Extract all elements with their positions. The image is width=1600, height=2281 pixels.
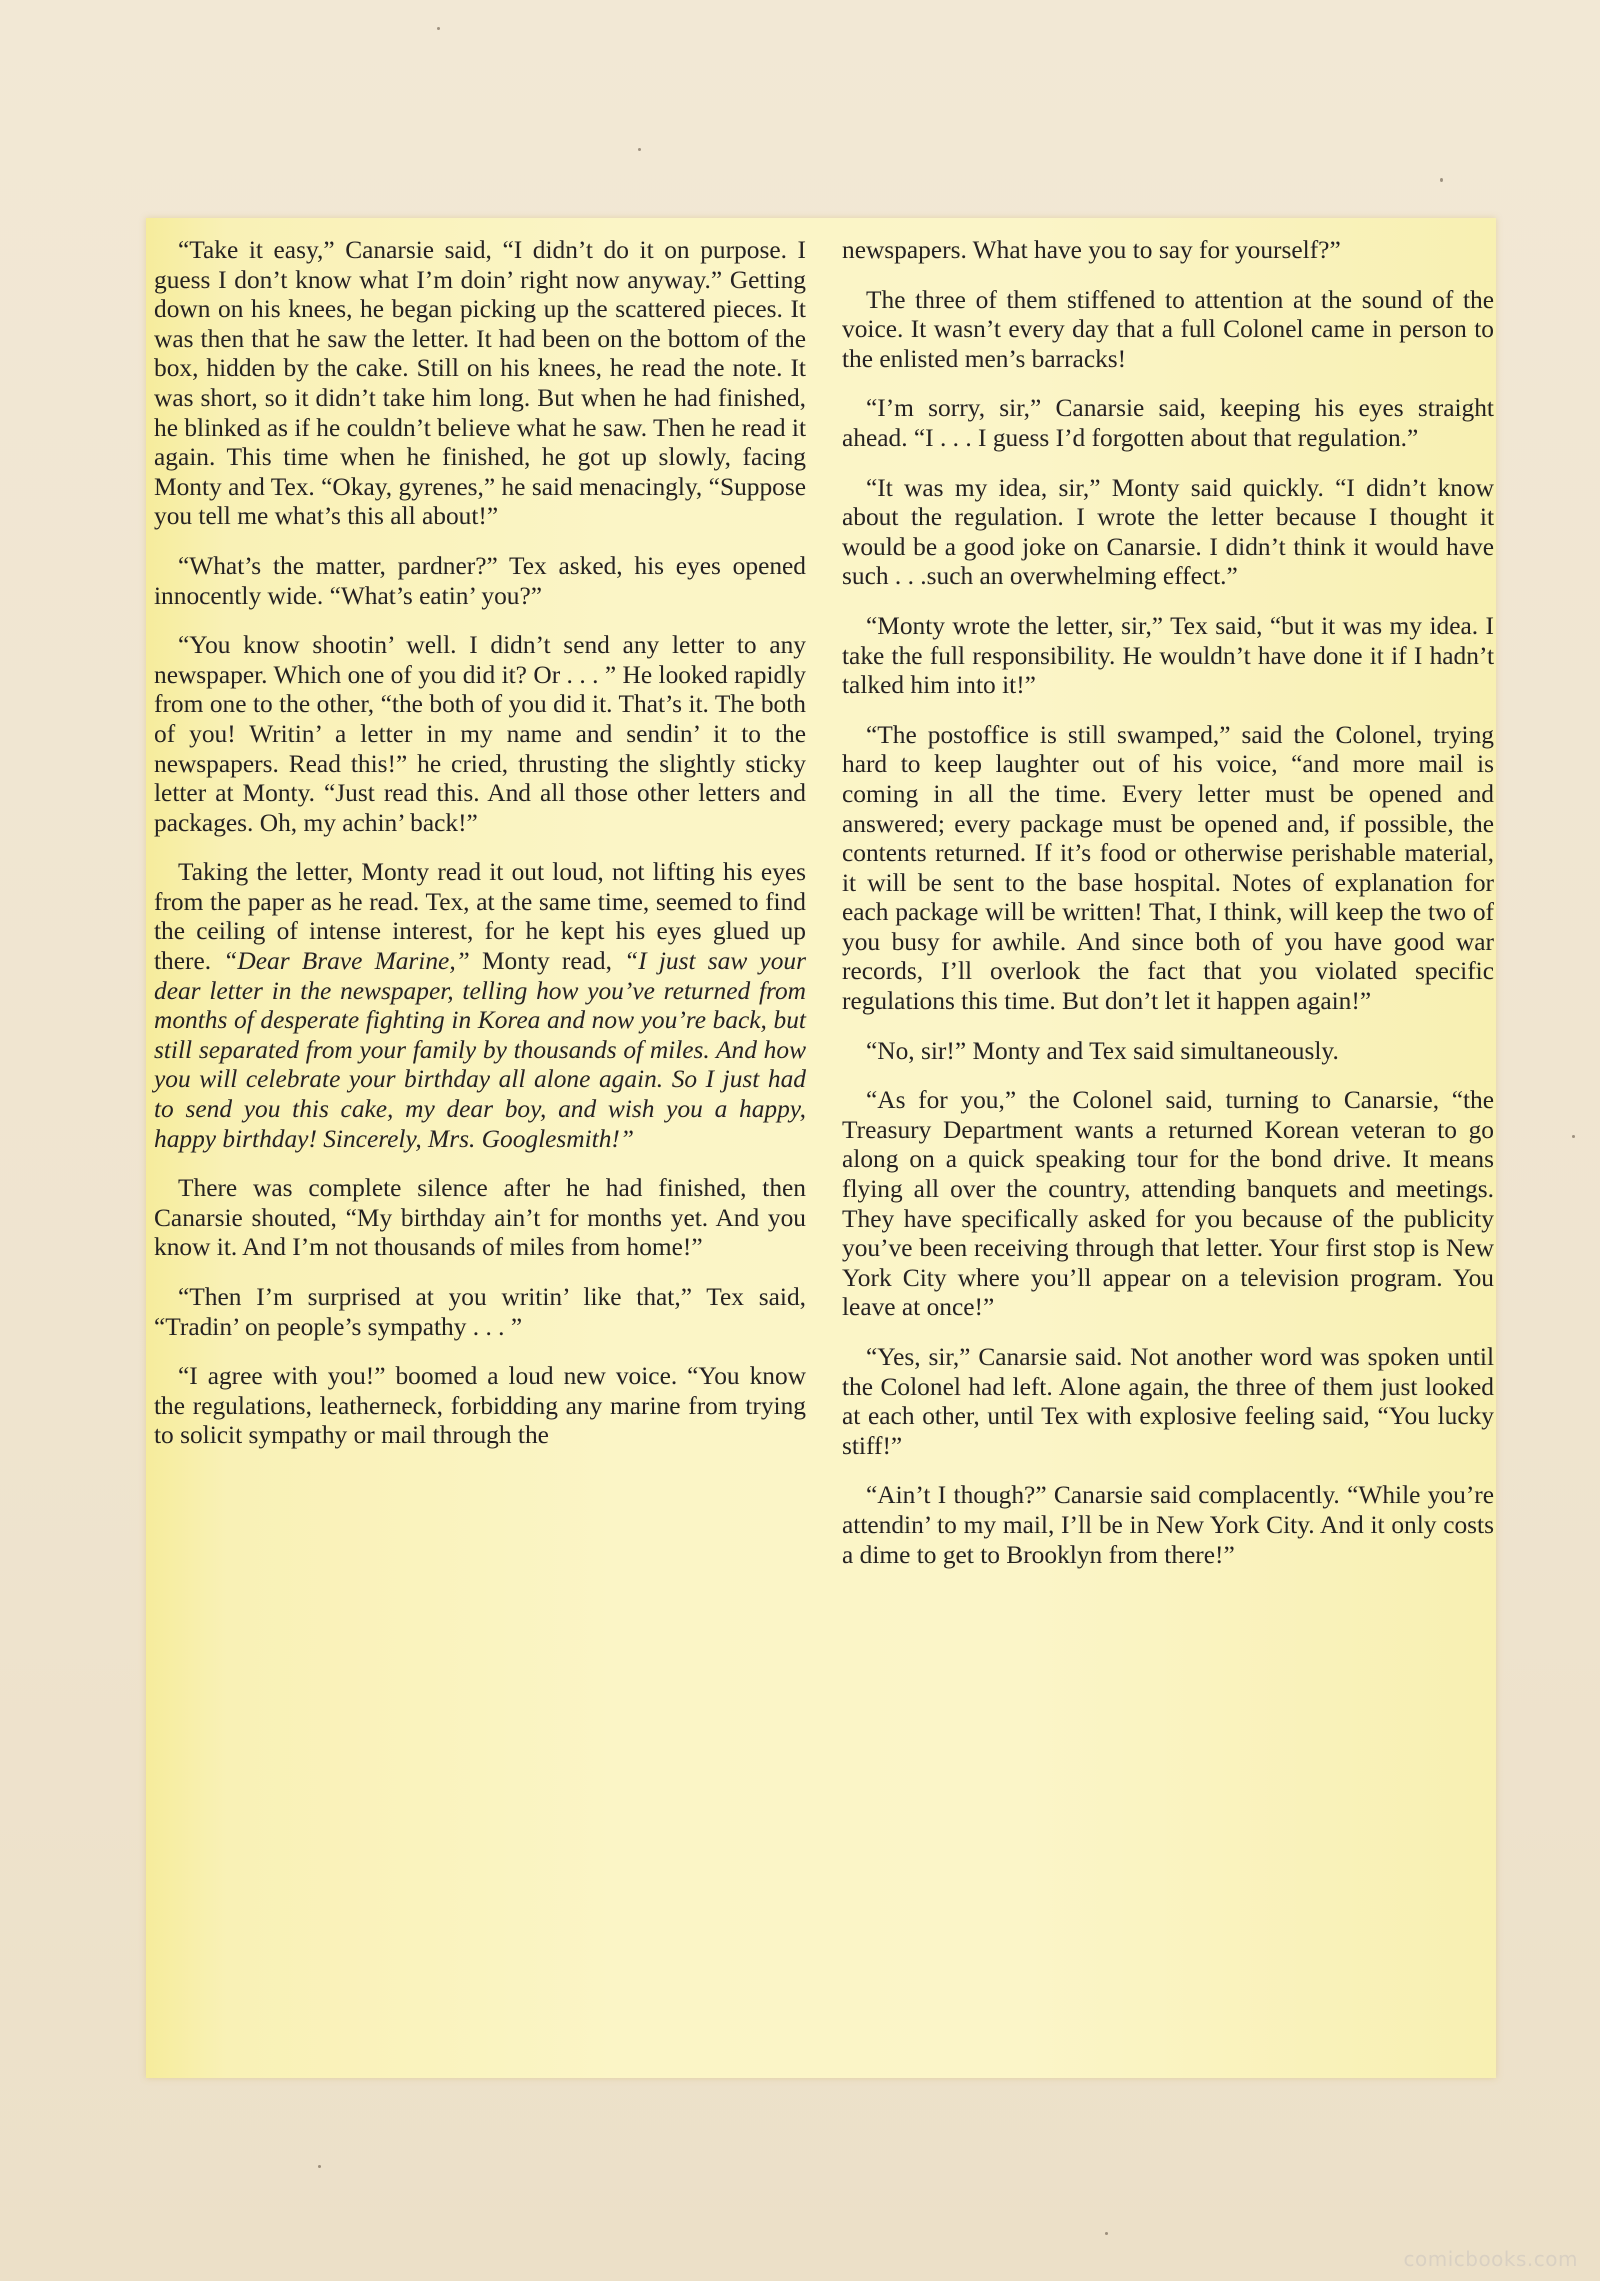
paragraph: “No, sir!” Monty and Tex said simultaneously. bbox=[866, 1036, 1339, 1065]
paragraph: The three of them stiffened to attention at the sound of the voice. It wasn’t every day that a full Colonel came in person to the enlisted men’s barracks! bbox=[842, 285, 1494, 373]
paragraph: “I’m sorry, sir,” Canarsie said, keeping his eyes straight ahead. “I . . . I guess I’d forgotten about that regulation.” bbox=[842, 394, 1494, 452]
left-column bbox=[154, 236, 806, 1471]
letter-text: “I just saw your dear letter in the newspaper, telling how you’ve returned from months of desperate fighting in Korea and now you’re back, but still separated from your family by thousands of miles. And how you will celebrate your birthday all alone again. So I just had to send you this cake, my dear boy, and wish you a happy, happy birthday! Sincerely, Mrs. Googlesmith!” bbox=[154, 947, 806, 1153]
paragraph: “The postoffice is still swamped,” said the Colonel, trying hard to keep laughter out of his voice, “and more mail is coming in all the time. Every letter must be opened and answered; every package must be opened and, if possible, the contents returned. If it’s food or otherwise perishable material, it will be sent to the base hospital. Notes of explanation for each package will be written! That, I think, will keep the two of you busy for awhile. And since both of you have good war records, I’ll overlook the fact that you violated specific regulations this time. But don’t let it happen again!” bbox=[842, 720, 1494, 1016]
paragraph-continuation: newspapers. What have you to say for yourself?” bbox=[842, 236, 1341, 264]
paper-speck bbox=[1105, 2232, 1108, 2235]
paper-speck bbox=[1572, 1135, 1575, 1138]
watermark: comicbooks.com bbox=[1403, 2247, 1578, 2271]
paper-speck bbox=[318, 2165, 321, 2168]
paragraph: There was complete silence after he had finished, then Canarsie shouted, “My birthday ain’t for months yet. And you know it. And I’m not thousands of miles from home!” bbox=[154, 1174, 806, 1262]
right-column bbox=[842, 236, 1494, 1590]
paragraph: “What’s the matter, pardner?” Tex asked, his eyes opened innocently wide. “What’s eatin’ you?” bbox=[154, 551, 806, 610]
paragraph: “It was my idea, sir,” Monty said quickly. “I didn’t know about the regulation. I wrote the letter because I thought it would be a good joke on Canarsie. I didn’t think it would have such . . .such an overwhelming effect.” bbox=[842, 473, 1494, 591]
paragraph: “Then I’m surprised at you writin’ like that,” Tex said, “Tradin’ on people’s sympathy . . . ” bbox=[154, 1283, 806, 1341]
letter-salutation: “Dear Brave Marine,” bbox=[223, 947, 470, 976]
paragraph: “Yes, sir,” Canarsie said. Not another word was spoken until the Colonel had left. Alone again, the three of them just looked at each other, until Tex with explosive feeling said, “You lucky stiff!” bbox=[842, 1343, 1494, 1460]
paragraph: “You know shootin’ well. I didn’t send any letter to any newspaper. Which one of you did it? Or . . . ” He looked rapidly from one to the other, “the both of you did it. That’s it. The both of you! Writin’ a letter in my name and sendin’ it to the newspapers. Read this!” he cried, thrusting the slightly sticky letter at Monty. “Just read this. And all those other letters and packages. Oh, my achin’ back!” bbox=[154, 631, 806, 837]
letter-mid: Monty read, bbox=[469, 947, 625, 976]
letter-paragraph bbox=[154, 858, 806, 1154]
paper-speck bbox=[437, 27, 440, 30]
paper-speck bbox=[638, 148, 641, 151]
paper-speck bbox=[1440, 178, 1443, 182]
paragraph: “Take it easy,” Canarsie said, “I didn’t do it on purpose. I guess I don’t know what I’m doin’ right now anyway.” Getting down on his knees, he began picking up the scattered pieces. It was then that he saw the letter. It had been on the bottom of the box, hidden by the cake. Still on his knees, he read the note. It was short, so it didn’t take him long. But when he had finished, he blinked as if he couldn’t believe what he saw. Then he read it again. This time when he finished, he got up slowly, facing Monty and Tex. “Okay, gyrenes,” he said menacingly, “Suppose you tell me what’s this all about!” bbox=[154, 236, 806, 531]
paragraph: “As for you,” the Colonel said, turning to Canarsie, “the Treasury Department wants a returned Korean veteran to go along on a quick speaking tour for the bond drive. It means flying all over the country, attending banquets and meetings. They have specifically asked for you because of the publicity you’ve been receiving through that letter. Your first stop is New York City where you’ll appear on a television program. You leave at once!” bbox=[842, 1086, 1494, 1322]
paragraph: “I agree with you!” boomed a loud new voice. “You know the regulations, leatherneck, forbidding any marine from trying to solicit sympathy or mail through the bbox=[154, 1362, 806, 1450]
letter-intro: Taking the letter, Monty read it out loud, not lifting his eyes from the paper as he read. Tex, at the same time, seemed to find the ceiling of intense interest, for he kept his eyes glued up there. bbox=[154, 858, 806, 976]
paragraph: “Monty wrote the letter, sir,” Tex said, “but it was my idea. I take the full responsibility. He wouldn’t have done it if I hadn’t talked him into it!” bbox=[842, 611, 1494, 700]
paragraph: “Ain’t I though?” Canarsie said complacently. “While you’re attendin’ to my mail, I’ll be in New York City. And it only costs a dime to get to Brooklyn from there!” bbox=[842, 1481, 1494, 1569]
